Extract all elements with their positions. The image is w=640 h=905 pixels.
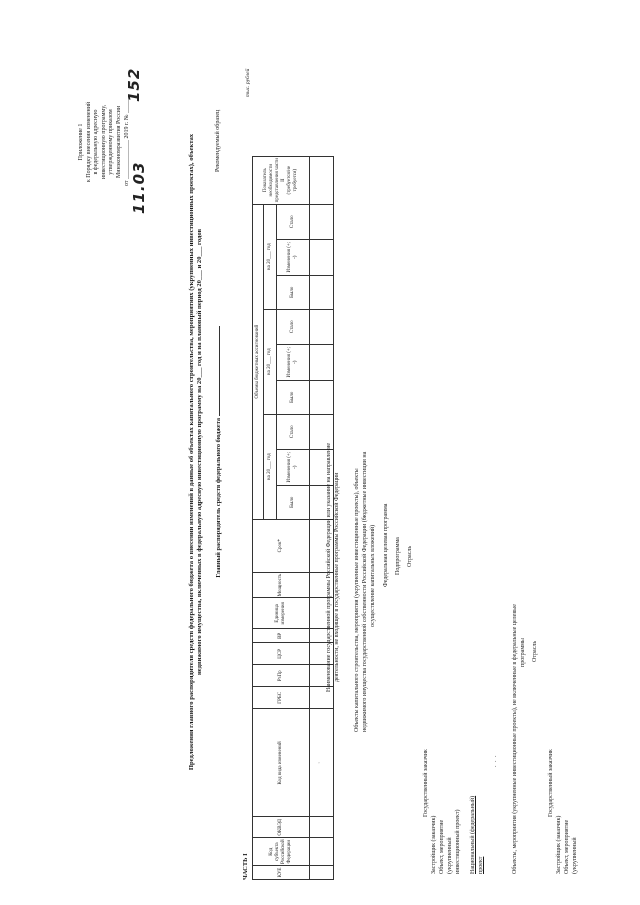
desc-ukrup2: (укрупненный (572, 837, 578, 874)
th-srok: Срок* (253, 519, 310, 572)
desc-item3b: программы (520, 638, 526, 667)
appendix-line-4: инвестиционную программу, (100, 104, 107, 180)
th-stalo-2: Стало (277, 309, 310, 344)
th-year-3: на 20___ год (264, 204, 277, 309)
main-table (252, 156, 334, 880)
table-cell (310, 204, 334, 239)
table-cell (310, 239, 334, 275)
th-stalo-1: Стало (277, 414, 310, 449)
th-year-1: на 20___ год (264, 414, 277, 519)
th-moshnost: Мощность (253, 572, 310, 598)
th-bylo-1: Было (277, 485, 310, 519)
subtitle-blank-line (213, 326, 220, 416)
th-vr: ВР (253, 629, 310, 643)
table-cell (310, 309, 334, 344)
th-okved: ОКВЭД (253, 817, 310, 838)
th-izmen-2: Изменения (+; -) (277, 344, 310, 380)
table-cell (310, 817, 334, 838)
appendix-line-1: Приложение 1 (78, 123, 84, 161)
subtitle-label: Главный распорядитель средств федерального бюджета (215, 417, 222, 578)
desc-zakazchik2: Государственный заказчик (548, 749, 554, 817)
th-kod-subject: Код субъекта Российской Федерации (253, 838, 310, 866)
table-cell (310, 838, 334, 866)
desc-item2b: недвижимого имущества государственной собственности Российской Федерации (бюджетные инвестиции на (362, 451, 368, 732)
appendix-stamp (78, 62, 131, 222)
desc-dots: . . . (492, 754, 498, 767)
handwritten-number: 152 (125, 67, 143, 102)
th-rzpr: РзПр (253, 665, 310, 687)
desc-item1: Наименование государственной программы Российской Федерации или указание на направление (326, 442, 332, 692)
desc-nat-project: Национальный (федеральный) (470, 795, 476, 874)
th-csr: ЦСР (253, 643, 310, 665)
appendix-date-line: от _____________ 2019 г. № _____ (123, 97, 130, 187)
desc-fed-program: Федеральная целевая программа (383, 503, 389, 587)
th-pokazatel-note: (требуется/не требуется) (287, 165, 298, 195)
th-izmen-1: Изменения (+; -) (277, 449, 310, 485)
desc-item3: Объекты, мероприятия (укрупненные инвестиционные проекты), не включенные в федеральные целевые (512, 604, 518, 874)
appendix-line-6: Минэкономразвития России (115, 105, 122, 179)
th-year-2: на 20___ год (264, 309, 277, 414)
th-pokazatel-text: Показатель необходимости представления части II (263, 158, 286, 203)
desc-item1b: деятельности, не входящее в государственные программы Российской Федерации (334, 472, 340, 682)
desc-obekt2: Объект, мероприятие (564, 819, 570, 874)
th-izmen-3: Изменения (+; -) (277, 239, 310, 275)
th-kue: КУЕ (253, 866, 310, 880)
desc-branch2: Отрасль (532, 640, 538, 662)
handwritten-date: 11.03 (130, 161, 148, 214)
table-cell (310, 866, 334, 880)
th-kod-vida-izmen: Код вида изменений (253, 709, 310, 817)
table-cell (310, 380, 334, 414)
table-cell (310, 275, 334, 309)
table-cell (310, 344, 334, 380)
desc-item2: Объекты капитального строительства, мероприятия (укрупненные инвестиционные проекты), объекты (354, 468, 360, 732)
desc-subprogram: Подпрограмма (395, 537, 401, 575)
table-cell-mark: ' (310, 709, 334, 817)
appendix-line-5: утвержденному приказом (108, 109, 115, 175)
appendix-line-3: в федеральную адресную (93, 109, 100, 175)
desc-ukrup: (укрупненный (447, 837, 453, 874)
th-bylo-3: Было (277, 275, 310, 309)
document-title (188, 32, 205, 872)
desc-proekt: инвестиционный проект) (455, 809, 461, 874)
th-obemy: Объемы бюджетных ассигнований (253, 204, 264, 519)
th-grbs: ГРБС (253, 687, 310, 709)
part-label: ЧАСТЬ I (242, 853, 249, 880)
recommended-form-label: Рекомендуемый образец (215, 109, 221, 172)
desc-proekt2: проект (478, 856, 484, 874)
title-line-1: Предложения главного распорядителя средств федерального бюджета о внесении изменений в данные об объектах капитального строительства, мероприятиях (укрупненных инвестиционных проектах), объектах (188, 133, 195, 771)
desc-item2c: осуществление капитальных вложений) (370, 524, 376, 627)
desc-branch: Отрасль (407, 545, 413, 567)
table-cell (310, 156, 334, 204)
th-pokazatel (253, 156, 310, 204)
appendix-line-2: к Порядку внесения изменений (85, 101, 92, 183)
th-edinica: Единица измерения (253, 598, 310, 629)
th-bylo-2: Было (277, 380, 310, 414)
th-stalo-3: Стало (277, 204, 310, 239)
title-line-2: недвижимого имущества, включенных в федеральную адресную инвестиционную программу на 20___ год и на плановый период 20___ и 20___ годов (196, 228, 204, 676)
unit-label: тыс. рублей (245, 68, 251, 97)
desc-zakazchik: Государственный заказчик (423, 749, 429, 817)
desc-zastroyshik: Застройщик (заказчик) (431, 815, 437, 874)
rotated-landscape-sheet (10, 12, 630, 892)
subtitle (213, 32, 222, 872)
desc-obekt: Объект, мероприятие (439, 819, 445, 874)
desc-zastroyshik2: Застройщик (заказчик) (556, 815, 562, 874)
